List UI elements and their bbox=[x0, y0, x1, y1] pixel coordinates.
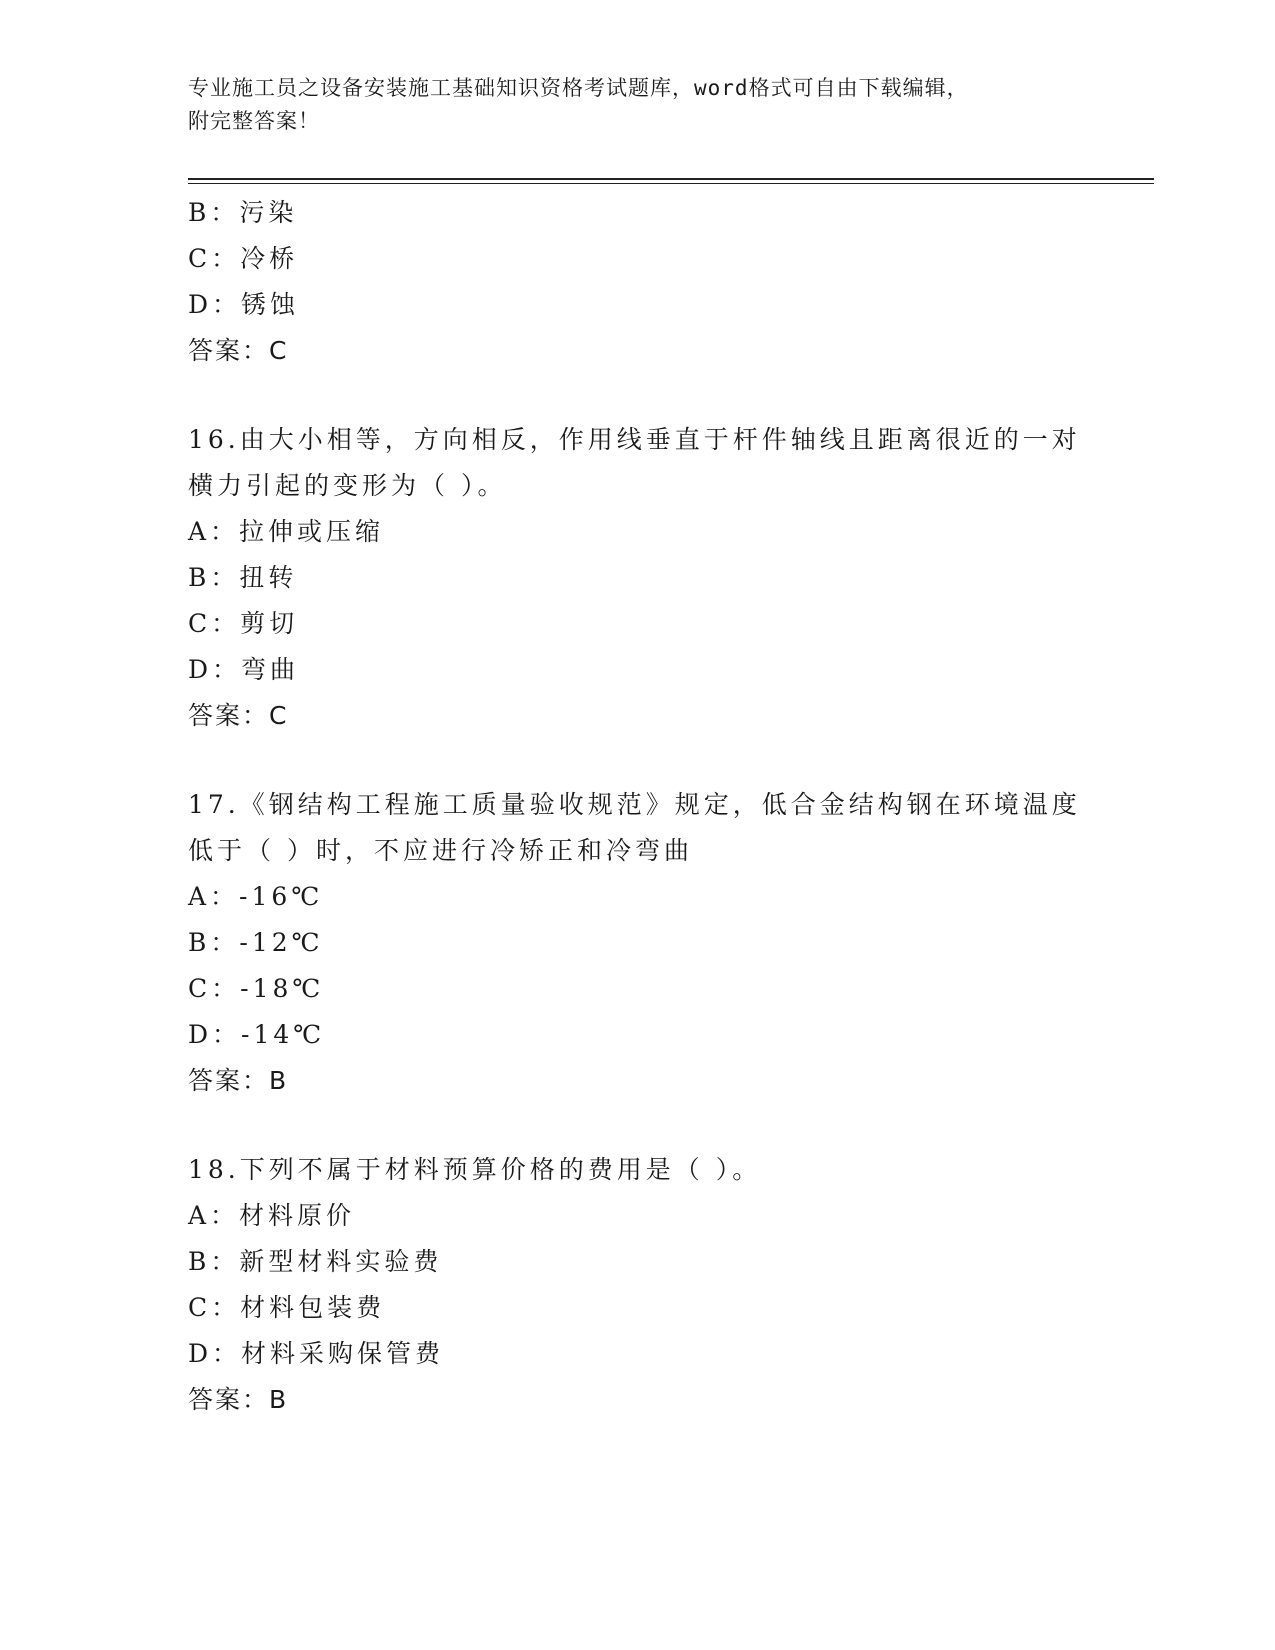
question-stem-line-2: 横力引起的变形为（ ）。 bbox=[188, 471, 507, 500]
option-d: D：弯曲 bbox=[188, 655, 300, 684]
answer-line: 答案：B bbox=[188, 1066, 289, 1095]
question-list bbox=[188, 190, 1088, 1423]
page-header bbox=[188, 72, 1088, 138]
question-stem-line-1: 18.下列不属于材料预算价格的费用是（ ）。 bbox=[188, 1155, 762, 1184]
option-b: B：-12℃ bbox=[188, 928, 324, 957]
option-b: B：新型材料实验费 bbox=[188, 1247, 443, 1276]
question-gap bbox=[188, 1104, 1088, 1147]
answer-line: 答案：C bbox=[188, 701, 289, 730]
option-a: A：-16℃ bbox=[188, 882, 324, 911]
question-stem-line-1: 17.《钢结构工程施工质量验收规范》规定，低合金结构钢在环境温度 bbox=[188, 790, 1081, 819]
answer-line: 答案：B bbox=[188, 1385, 289, 1414]
header-line-1: 专业施工员之设备安装施工基础知识资格考试题库，word格式可自由下载编辑， bbox=[188, 76, 969, 100]
option-a: A：材料原价 bbox=[188, 1201, 356, 1230]
option-d: D：锈蚀 bbox=[188, 290, 300, 319]
header-line-2: 附完整答案！ bbox=[188, 109, 320, 133]
option-c: C：-18℃ bbox=[188, 974, 325, 1003]
header-divider-thin bbox=[188, 183, 1154, 184]
option-c: C：冷桥 bbox=[188, 244, 299, 273]
question-stem-line-2: 低于（ ）时，不应进行冷矫正和冷弯曲 bbox=[188, 836, 693, 865]
option-c: C：剪切 bbox=[188, 609, 299, 638]
question-17 bbox=[188, 782, 1088, 1104]
option-d: D：-14℃ bbox=[188, 1020, 326, 1049]
question-16 bbox=[188, 417, 1088, 739]
question-stem-line-1: 16.由大小相等，方向相反，作用线垂直于杆件轴线且距离很近的一对 bbox=[188, 425, 1081, 454]
option-c: C：材料包装费 bbox=[188, 1293, 386, 1322]
answer-line: 答案：C bbox=[188, 336, 289, 365]
header-divider-thick bbox=[188, 178, 1154, 180]
question-18 bbox=[188, 1147, 1088, 1423]
option-b: B：扭转 bbox=[188, 563, 298, 592]
question-gap bbox=[188, 374, 1088, 417]
option-d: D：材料采购保管费 bbox=[188, 1339, 445, 1368]
question-gap bbox=[188, 739, 1088, 782]
option-b: B：污染 bbox=[188, 198, 298, 227]
question-15 bbox=[188, 190, 1088, 374]
option-a: A：拉伸或压缩 bbox=[188, 517, 385, 546]
